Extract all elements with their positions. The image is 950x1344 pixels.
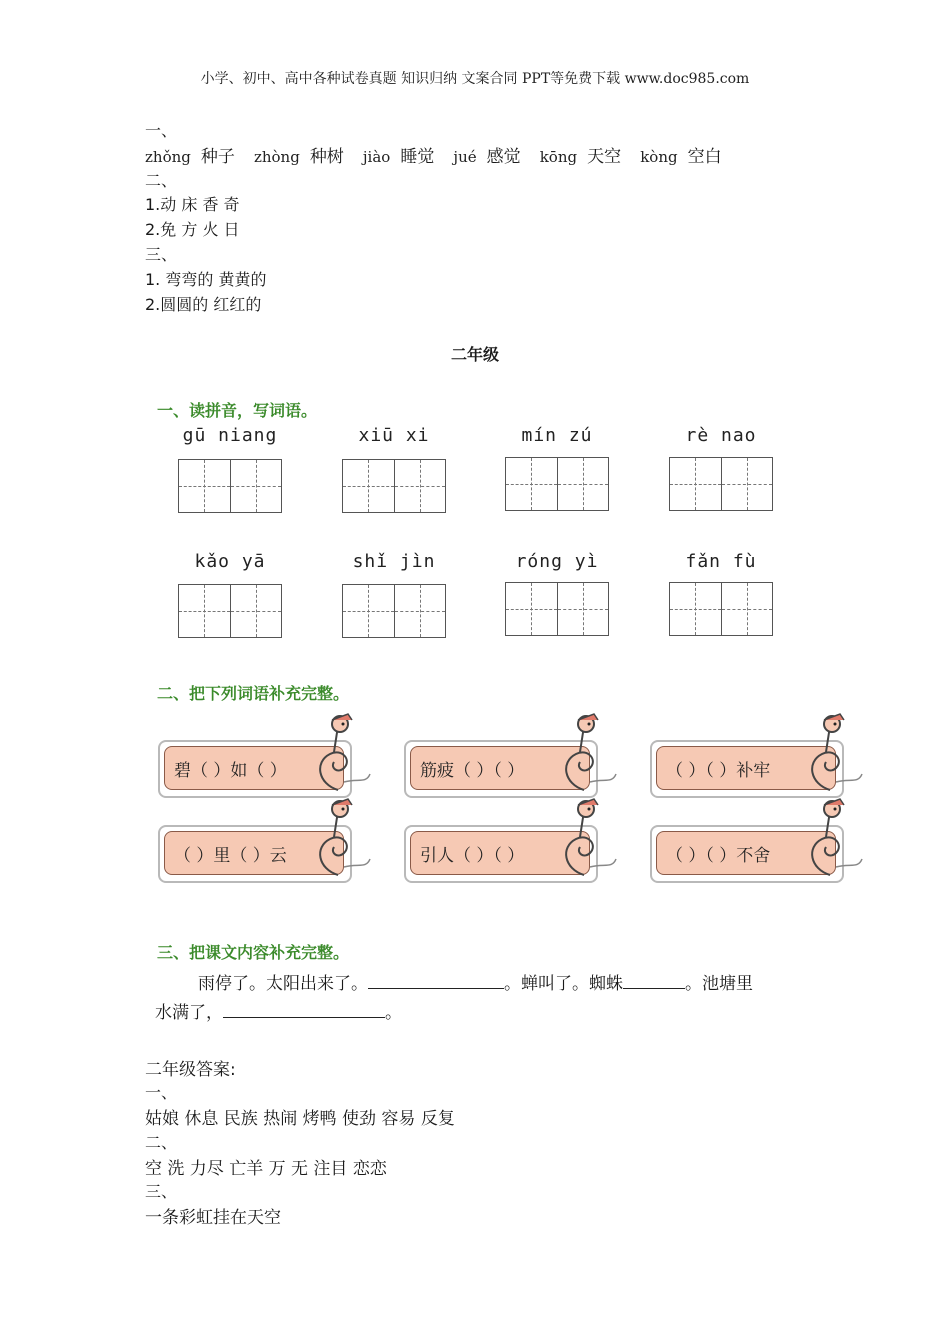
passage-text: 。蝉叫了。蜘蛛 <box>504 974 623 994</box>
idiom-card[interactable] <box>404 712 620 794</box>
idiom-card[interactable] <box>650 712 866 794</box>
idiom-card[interactable] <box>650 797 866 879</box>
answer1-label-3: 三、 <box>145 245 178 264</box>
snail-icon <box>554 712 620 794</box>
writing-grid[interactable] <box>669 582 773 636</box>
pinyin-label: xiū xi <box>358 425 430 446</box>
pinyin-label: rè nao <box>685 425 757 446</box>
pinyin-label: fǎn fù <box>685 551 757 572</box>
writing-grid[interactable] <box>669 457 773 511</box>
passage-line-2 <box>155 998 402 1023</box>
writing-grid[interactable] <box>342 584 446 638</box>
answers2-label-2: 二、 <box>145 1133 178 1152</box>
passage-text: 。 <box>385 1003 402 1023</box>
section3-title: 三、把课文内容补充完整。 <box>157 943 350 962</box>
idiom-card[interactable] <box>158 797 374 879</box>
answers2-label-3: 三、 <box>145 1182 178 1201</box>
section2-title: 二、把下列词语补充完整。 <box>157 684 350 703</box>
word: 感觉 <box>486 147 521 167</box>
answer1-line: 2.圆圆的 红红的 <box>145 295 262 314</box>
pinyin: jiào <box>362 148 391 166</box>
answer1-label-2: 二、 <box>145 171 178 190</box>
idiom-text: （ ）里（ ）云 <box>174 846 287 866</box>
writing-grid[interactable] <box>505 457 609 511</box>
word: 种树 <box>309 147 344 167</box>
answers2-line: 空 洗 力尽 亡羊 万 无 注目 恋恋 <box>145 1159 387 1179</box>
fill-blank[interactable] <box>368 974 504 989</box>
pinyin: kòng <box>640 148 678 166</box>
writing-grid[interactable] <box>178 459 282 513</box>
passage-line-1 <box>198 969 753 994</box>
snail-icon <box>308 712 374 794</box>
snail-icon <box>800 797 866 879</box>
writing-grid[interactable] <box>342 459 446 513</box>
answers2-line: 姑娘 休息 民族 热闹 烤鸭 使劲 容易 反复 <box>145 1109 455 1129</box>
answer1-line: 1. 弯弯的 黄黄的 <box>145 270 267 289</box>
pinyin-label: mín zú <box>521 425 593 446</box>
answers2-label-1: 一、 <box>145 1083 178 1102</box>
fill-blank[interactable] <box>623 974 685 989</box>
pinyin-label: gū niang <box>182 425 278 446</box>
pinyin: kōng <box>539 148 578 166</box>
idiom-text: 碧（ ）如（ ） <box>174 761 287 781</box>
polyphone-row <box>145 142 736 167</box>
snail-icon <box>308 797 374 879</box>
word: 睡觉 <box>400 147 435 167</box>
fill-blank[interactable] <box>223 1003 385 1018</box>
answer1-line: 1.动 床 香 奇 <box>145 195 240 214</box>
passage-text: 雨停了。太阳出来了。 <box>198 974 368 994</box>
answers2-title: 二年级答案: <box>145 1060 236 1080</box>
idiom-text: 筋疲（ ）（ ） <box>420 761 525 781</box>
word: 天空 <box>587 147 622 167</box>
pinyin: zhǒng <box>145 148 191 166</box>
idiom-text: （ ）（ ）不舍 <box>666 846 771 866</box>
answer1-line: 2.免 方 火 日 <box>145 220 240 239</box>
word: 空白 <box>687 147 722 167</box>
pinyin-label: róng yì <box>515 551 599 572</box>
writing-grid[interactable] <box>505 582 609 636</box>
pinyin: zhòng <box>253 148 300 166</box>
passage-text: 。池塘里 <box>685 974 753 994</box>
writing-grid[interactable] <box>178 584 282 638</box>
passage-text: 水满了， <box>155 1003 223 1023</box>
snail-icon <box>554 797 620 879</box>
idiom-text: （ ）（ ）补牢 <box>666 761 771 781</box>
answers2-line: 一条彩虹挂在天空 <box>145 1208 281 1228</box>
idiom-card[interactable] <box>158 712 374 794</box>
snail-icon <box>800 712 866 794</box>
idiom-card[interactable] <box>404 797 620 879</box>
pinyin-label: shǐ jìn <box>352 551 436 572</box>
section1-title: 一、读拼音，写词语。 <box>157 401 318 420</box>
idiom-text: 引人（ ）（ ） <box>420 846 525 866</box>
answer1-label-1: 一、 <box>145 121 178 140</box>
grade-title: 二年级 <box>450 345 499 364</box>
pinyin-label: kǎo yā <box>194 551 266 572</box>
pinyin: jué <box>453 148 477 166</box>
word: 种子 <box>200 147 235 167</box>
page-header: 小学、初中、高中各种试卷真题 知识归纳 文案合同 PPT等免费下载 www.doc985.com <box>200 71 750 87</box>
